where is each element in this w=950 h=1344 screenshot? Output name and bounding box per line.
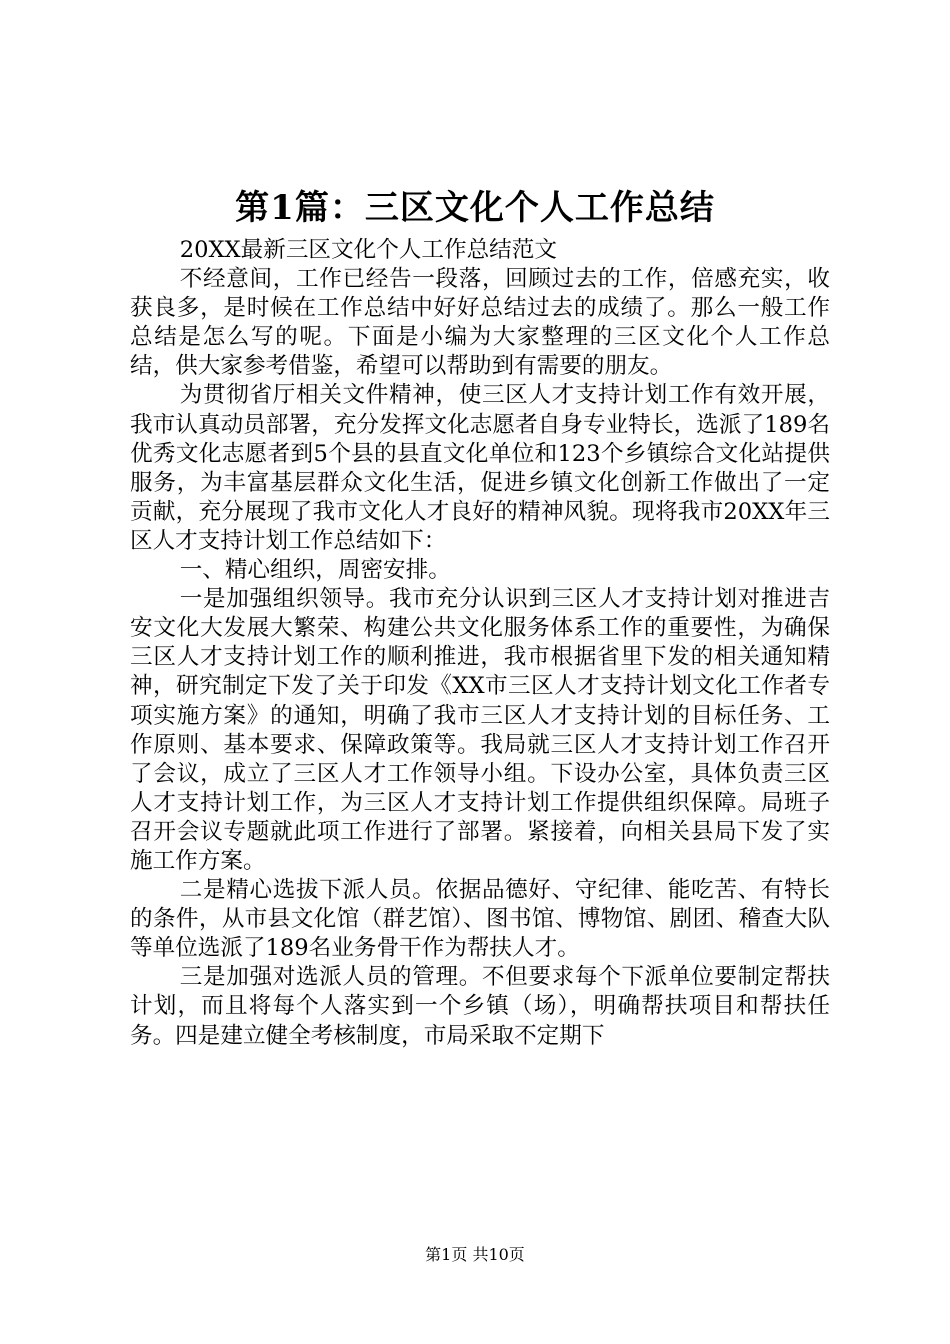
paragraph-leadership: 一是加强组织领导。我市充分认识到三区人才支持计划对推进吉安文化大发展大繁荣、构建公共文化服务体系工作的重要性，为确保三区人才支持计划工作的顺利推进，我市根据省里下发的相关通知精神，研究制定下发了关于印发《XX市三区人才支持计划文化工作者专项实施方案》的通知，明确了我市三区人才支持计划的目标任务、工作原则、基本要求、保障政策等。我局就三区人才支持计划工作召开了会议，成立了三区人才工作领导小组。下设办公室，具体负责三区人才支持计划工作，为三区人才支持计划工作提供组织保障。局班子召开会议专题就此项工作进行了部署。紧接着，向相关县局下发了实施工作方案。: [130, 586, 830, 874]
section-heading: 一、精心组织，周密安排。: [179, 557, 451, 584]
paragraph-selection: 二是精心选拔下派人员。依据品德好、守纪律、能吃苦、有特长的条件，从市县文化馆（群艺馆）、图书馆、博物馆、剧团、稽查大队等单位选派了189名业务骨干作为帮扶人才。: [130, 877, 830, 962]
paragraph-subtitle: 20XX最新三区文化个人工作总结范文: [179, 237, 557, 263]
paragraph-intro: 不经意间，工作已经告一段落，回顾过去的工作，倍感充实，收获良多，是时候在工作总结中好好总结过去的成绩了。那么一般工作总结是怎么写的呢。下面是小编为大家整理的三区文化个人工作总结，供大家参考借鉴，希望可以帮助到有需要的朋友。: [130, 266, 830, 380]
paragraph-overview: 为贯彻省厅相关文件精神，使三区人才支持计划工作有效开展，我市认真动员部署，充分发挥文化志愿者自身专业特长，选派了189名优秀文化志愿者到5个县的县直文化单位和123个乡镇综合文化站提供服务，为丰富基层群众文化生活，促进乡镇文化创新工作做出了一定贡献，充分展现了我市文化人才良好的精神风貌。现将我市20XX年三区人才支持计划工作总结如下：: [130, 382, 830, 554]
document-body: [130, 236, 830, 1051]
page-footer: 第1页 共10页: [425, 1245, 525, 1264]
document-title: 第1篇：三区文化个人工作总结: [235, 188, 715, 228]
paragraph-management: 三是加强对选派人员的管理。不但要求每个下派单位要制定帮扶计划，而且将每个人落实到一个乡镇（场），明确帮扶项目和帮扶任务。四是建立健全考核制度，市局采取不定期下: [130, 964, 830, 1049]
